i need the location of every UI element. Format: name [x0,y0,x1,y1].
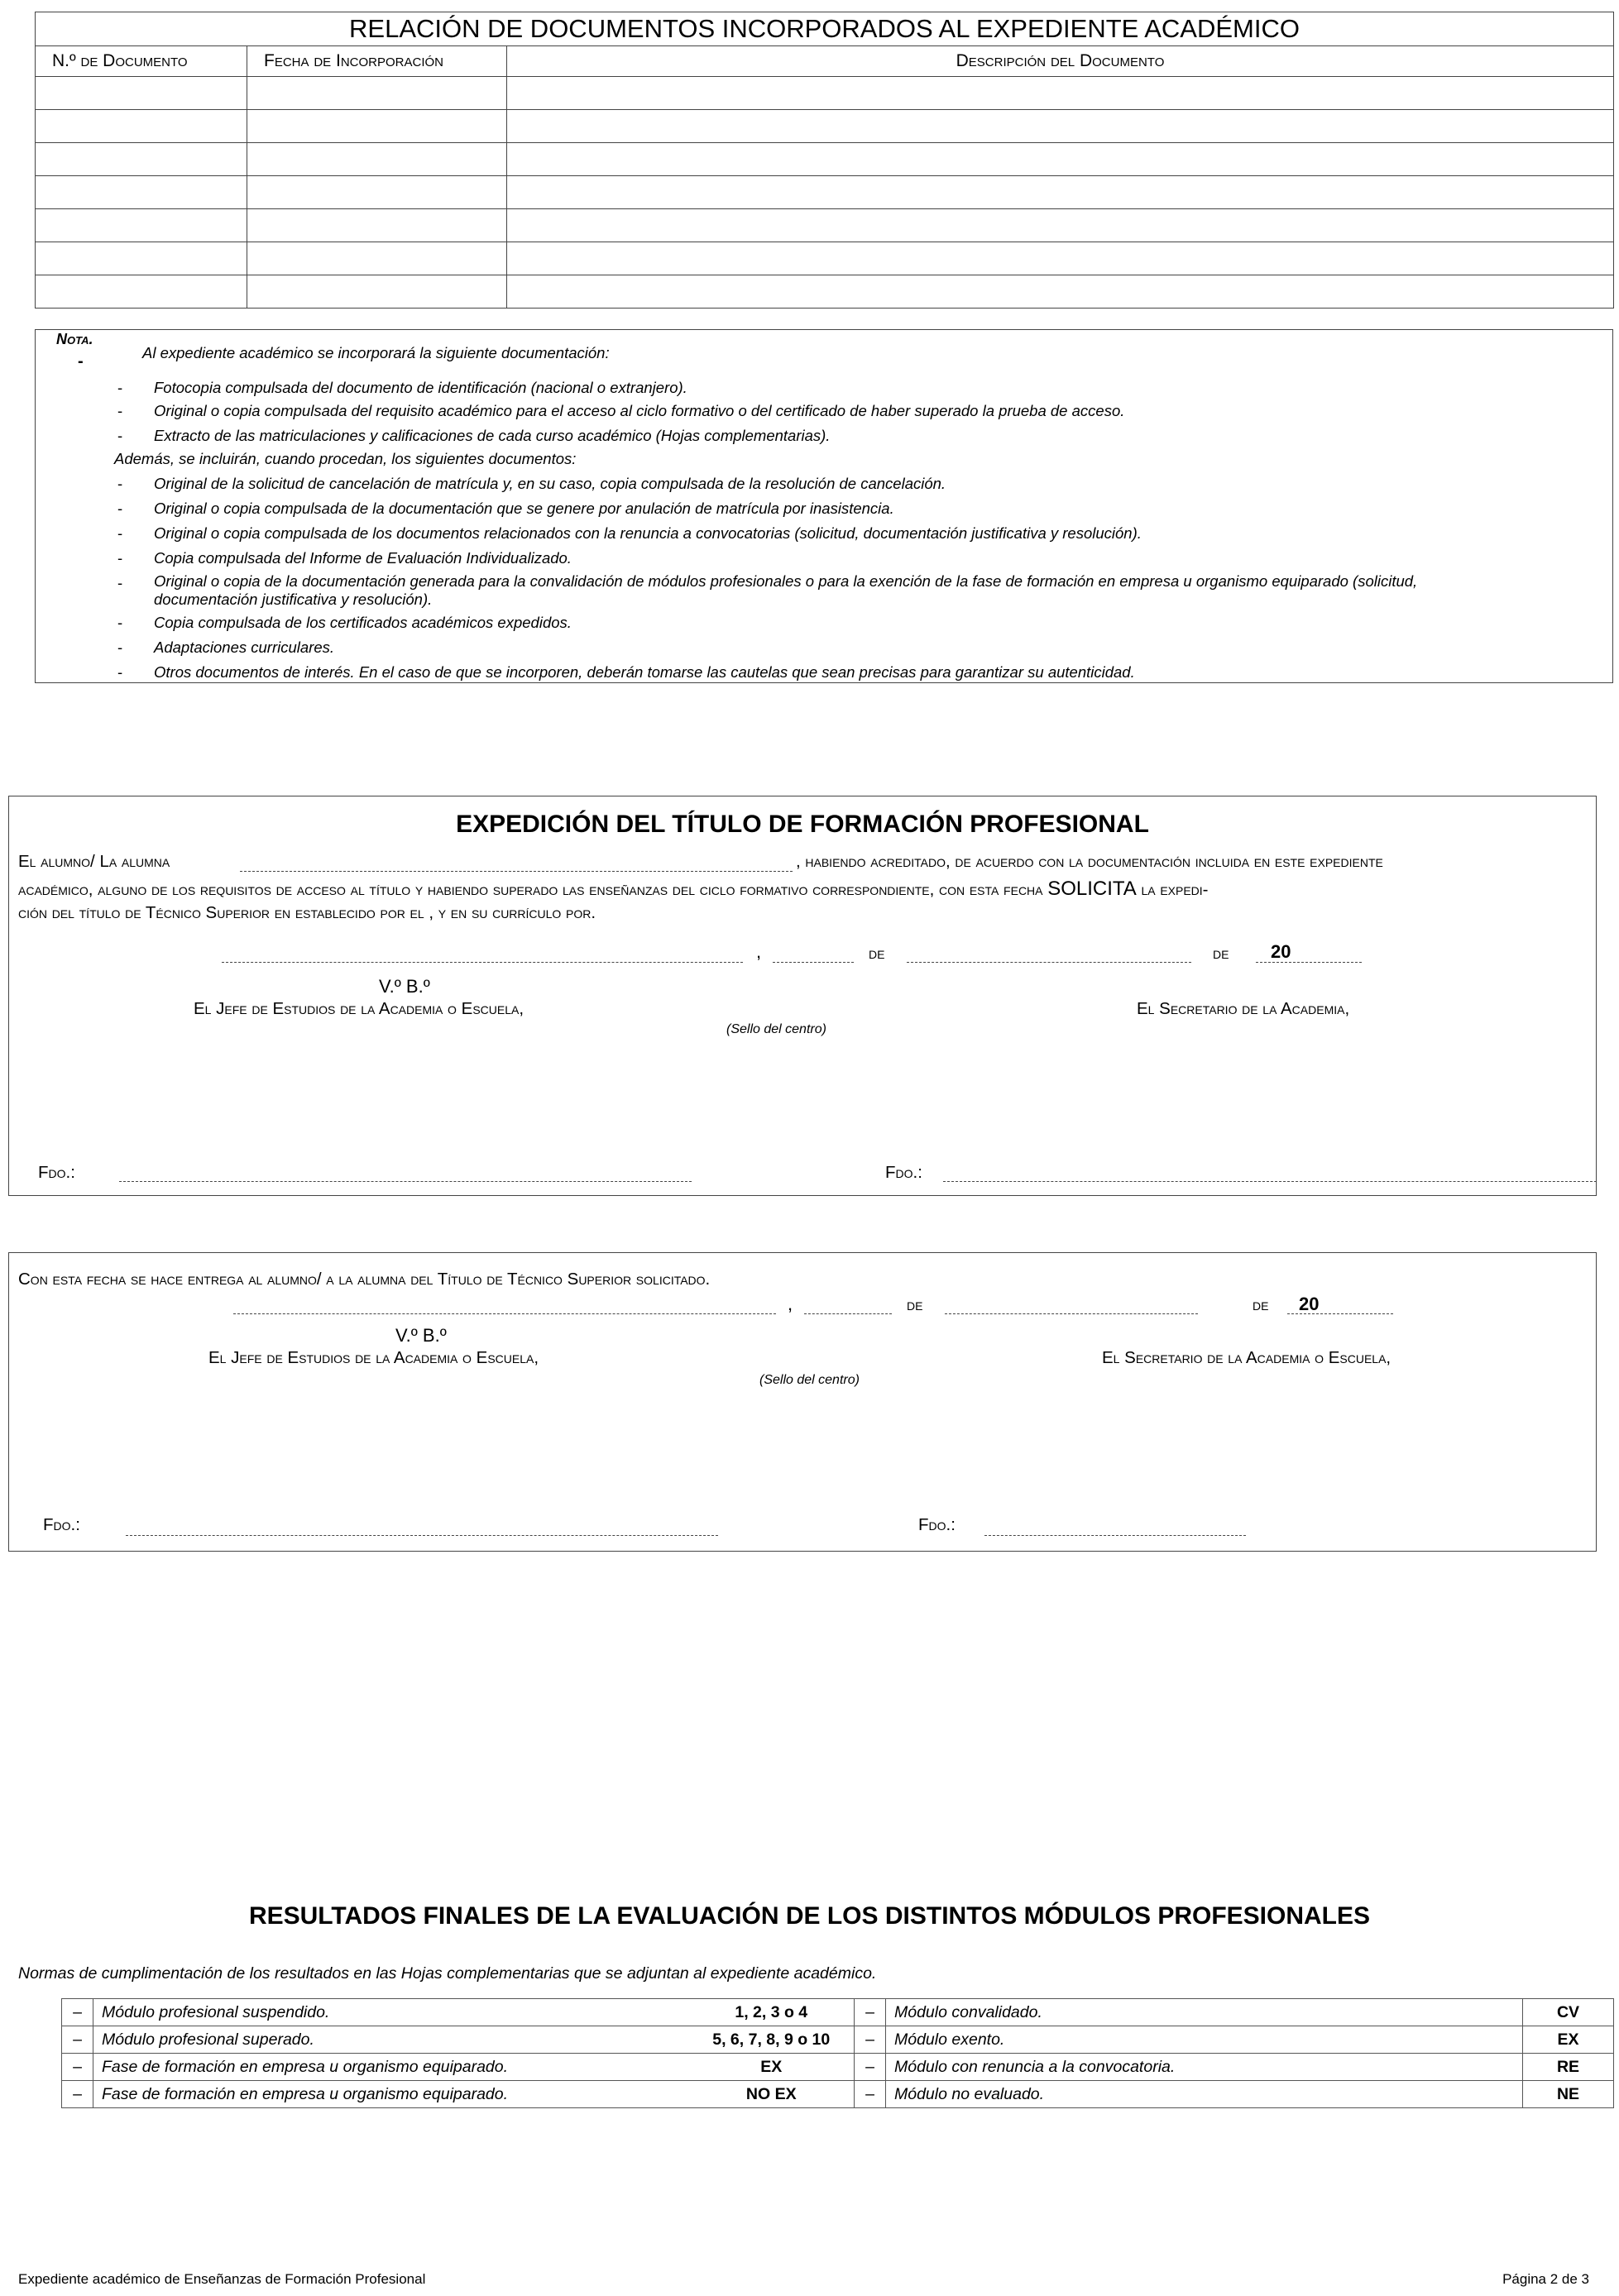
expedicion-text-3: ción del título de Técnico Superior en establecido por el , y en su currículo por. [18,903,596,922]
expedicion-text-1b: , habiendo acreditado, de acuerdo con la documentación incluida en este expediente [796,852,1383,871]
solicita-text: SOLICITA [1047,878,1137,900]
cell-description[interactable] [507,209,1614,242]
de-label: de [907,1295,923,1314]
result-left-desc: Fase de formación en empresa u organismo equiparado. [93,2054,689,2081]
cell-number[interactable] [36,209,247,242]
nota-item: Original o copia compulsada de la documentación que se genere por anulación de matrícula por inasistencia. [154,500,894,517]
cell-number[interactable] [36,275,247,309]
signature-field-secretario[interactable] [984,1535,1246,1536]
day-field[interactable] [804,1313,892,1314]
row-dash: – [855,2026,886,2054]
cell-number[interactable] [36,176,247,209]
bullet-dash: - [117,402,123,419]
cell-date[interactable] [247,275,507,309]
bullet-dash: - [117,614,123,631]
result-left-code: NO EX [689,2081,855,2108]
nota-item: Original o copia compulsada de los documentos relacionados con la renuncia a convocatorias (solicitud, documentación justificativa y resolución). [154,524,1142,542]
relation-title: RELACIÓN DE DOCUMENTOS INCORPORADOS AL EXPEDIENTE ACADÉMICO [36,12,1614,46]
cell-date[interactable] [247,209,507,242]
table-row [62,2026,1614,2054]
bullet-dash: - [117,663,123,681]
cell-number[interactable] [36,143,247,176]
nota-additional: Además, se incluirán, cuando procedan, los siguientes documentos: [114,450,577,467]
bullet-dash: - [117,524,123,542]
expedicion-text-2a: académico, alguno de los requisitos de acceso al título y habiendo superado las enseñanzas del ciclo formativo correspondiente [18,880,930,899]
table-row [62,2054,1614,2081]
expedicion-title: EXPEDICIÓN DEL TÍTULO DE FORMACIÓN PROFESIONAL [456,811,1149,838]
result-right-code: RE [1523,2054,1614,2081]
cell-description[interactable] [507,143,1614,176]
result-right-desc: Módulo convalidado. [886,1999,1523,2026]
cell-description[interactable] [507,176,1614,209]
result-right-desc: Módulo con renuncia a la convocatoria. [886,2054,1523,2081]
cell-description[interactable] [507,242,1614,275]
student-label: El alumno/ La alumna [18,852,170,871]
day-field[interactable] [773,962,854,963]
table-row [36,209,1614,242]
nota-dash: - [78,352,84,371]
bullet-dash: - [117,639,123,656]
footer-title: Expediente académico de Enseñanzas de Formación Profesional [18,2271,426,2287]
nota-item-cont: documentación justificativa y resolución). [154,591,433,608]
nota-item: Original o copia de la documentación generada para la convalidación de módulos profesionales o para la exención de la fase de formación en empresa u organismo equiparado (solicitud, [154,572,1418,590]
signature-field-jefe[interactable] [119,1181,692,1182]
bullet-dash: - [117,500,123,517]
month-field[interactable] [907,962,1191,963]
result-left-code: 5, 6, 7, 8, 9 o 10 [689,2026,855,2054]
table-row [36,77,1614,110]
jefe-estudios-label: El Jefe de Estudios de la Academia o Escuela, [194,999,524,1018]
place-field[interactable] [233,1313,776,1314]
fdo-label: Fdo.: [38,1163,75,1182]
cell-date[interactable] [247,176,507,209]
cell-date[interactable] [247,242,507,275]
row-dash: – [62,2081,93,2108]
bullet-dash: - [117,475,123,492]
entrega-text: Con esta fecha se hace entrega al alumno/ a la alumna del Título de Técnico Superior solicitado. [18,1270,711,1289]
resultados-norms: Normas de cumplimentación de los resultados en las Hojas complementarias que se adjuntan al expediente académico. [18,1964,877,1983]
table-row [62,2081,1614,2108]
table-row [36,275,1614,309]
result-left-code: 1, 2, 3 o 4 [689,1999,855,2026]
result-left-desc: Módulo profesional suspendido. [93,1999,689,2026]
row-dash: – [62,2026,93,2054]
cell-date[interactable] [247,110,507,143]
nota-item: Otros documentos de interés. En el caso de que se incorporen, deberán tomarse las cautelas que sean precisas para garantizar su autenticidad. [154,663,1135,681]
nota-intro: Al expediente académico se incorporará la siguiente documentación: [142,344,610,361]
bullet-dash: - [117,379,123,396]
bullet-dash: - [117,574,123,591]
table-row [36,110,1614,143]
nota-item: Copia compulsada del Informe de Evaluación Individualizado. [154,549,572,567]
sello-label: (Sello del centro) [759,1373,860,1387]
student-name-field[interactable] [240,871,793,872]
result-right-desc: Módulo no evaluado. [886,2081,1523,2108]
nota-item: Copia compulsada de los certificados académicos expedidos. [154,614,572,631]
result-left-desc: Módulo profesional superado. [93,2026,689,2054]
secretario-label: El Secretario de la Academia o Escuela, [1102,1348,1391,1367]
page-number: Página 2 de 3 [1502,2271,1589,2287]
result-left-desc: Fase de formación en empresa u organismo equiparado. [93,2081,689,2108]
row-dash: – [855,2054,886,2081]
row-dash: – [855,2081,886,2108]
expedicion-text-2d: la expedi- [1141,880,1209,899]
results-codes-table [61,1998,1614,2108]
secretario-label: El Secretario de la Academia, [1137,999,1350,1018]
result-left-code: EX [689,2054,855,2081]
cell-date[interactable] [247,143,507,176]
result-right-desc: Módulo exento. [886,2026,1523,2054]
result-right-code: EX [1523,2026,1614,2054]
comma: , [788,1294,793,1314]
signature-field-jefe[interactable] [126,1535,718,1536]
table-row [36,242,1614,275]
year-field[interactable] [1287,1313,1393,1314]
row-dash: – [62,1999,93,2026]
cell-number[interactable] [36,77,247,110]
nota-item: Fotocopia compulsada del documento de identificación (nacional o extranjero). [154,379,687,396]
table-row [62,1999,1614,2026]
table-row [36,176,1614,209]
col-incorporation-date: Fecha de Incorporación [247,46,507,77]
expedicion-text-2 [18,878,1209,901]
place-field[interactable] [222,962,743,963]
cell-number[interactable] [36,242,247,275]
year-prefix: 20 [1299,1294,1320,1314]
signature-field-secretario[interactable] [943,1181,1597,1182]
nota-label: Nota. [56,331,93,347]
result-right-code: NE [1523,2081,1614,2108]
resultados-title: RESULTADOS FINALES DE LA EVALUACIÓN DE LOS DISTINTOS MÓDULOS PROFESIONALES [248,1902,1371,1930]
jefe-estudios-label: El Jefe de Estudios de la Academia o Escuela, [208,1348,539,1367]
vb-label: V.º B.º [379,976,430,997]
result-right-code: CV [1523,1999,1614,2026]
col-document-description: Descripción del Documento [507,46,1614,77]
nota-item: Original o copia compulsada del requisito académico para el acceso al ciclo formativo o del certificado de haber superado la prueba de acceso. [154,402,1125,419]
cell-description[interactable] [507,77,1614,110]
documents-relation-table [35,12,1614,309]
bullet-dash: - [117,427,123,444]
fdo-label: Fdo.: [885,1163,922,1182]
col-document-number: N.º de Documento [36,46,247,77]
fdo-label: Fdo.: [918,1515,956,1534]
month-field[interactable] [945,1313,1198,1314]
nota-item: Extracto de las matriculaciones y calificaciones de cada curso académico (Hojas complementarias). [154,427,831,444]
row-dash: – [855,1999,886,2026]
cell-date[interactable] [247,77,507,110]
cell-description[interactable] [507,275,1614,309]
cell-number[interactable] [36,110,247,143]
comma: , [756,941,762,962]
row-dash: – [62,2054,93,2081]
table-row [36,143,1614,176]
year-field[interactable] [1256,962,1362,963]
fdo-label: Fdo.: [43,1515,80,1534]
vb-label: V.º B.º [395,1325,447,1346]
bullet-dash: - [117,549,123,567]
de-label: de [1213,944,1229,963]
nota-item: Original de la solicitud de cancelación de matrícula y, en su caso, copia compulsada de la resolución de cancelación. [154,475,946,492]
year-prefix: 20 [1271,941,1291,962]
nota-item: Adaptaciones curriculares. [154,639,334,656]
de-label: de [1253,1295,1269,1314]
cell-description[interactable] [507,110,1614,143]
expedicion-text-2b: , con esta fecha [929,880,1043,899]
entrega-box [8,1252,1597,1552]
de-label: de [869,944,885,963]
sello-label: (Sello del centro) [726,1022,826,1036]
